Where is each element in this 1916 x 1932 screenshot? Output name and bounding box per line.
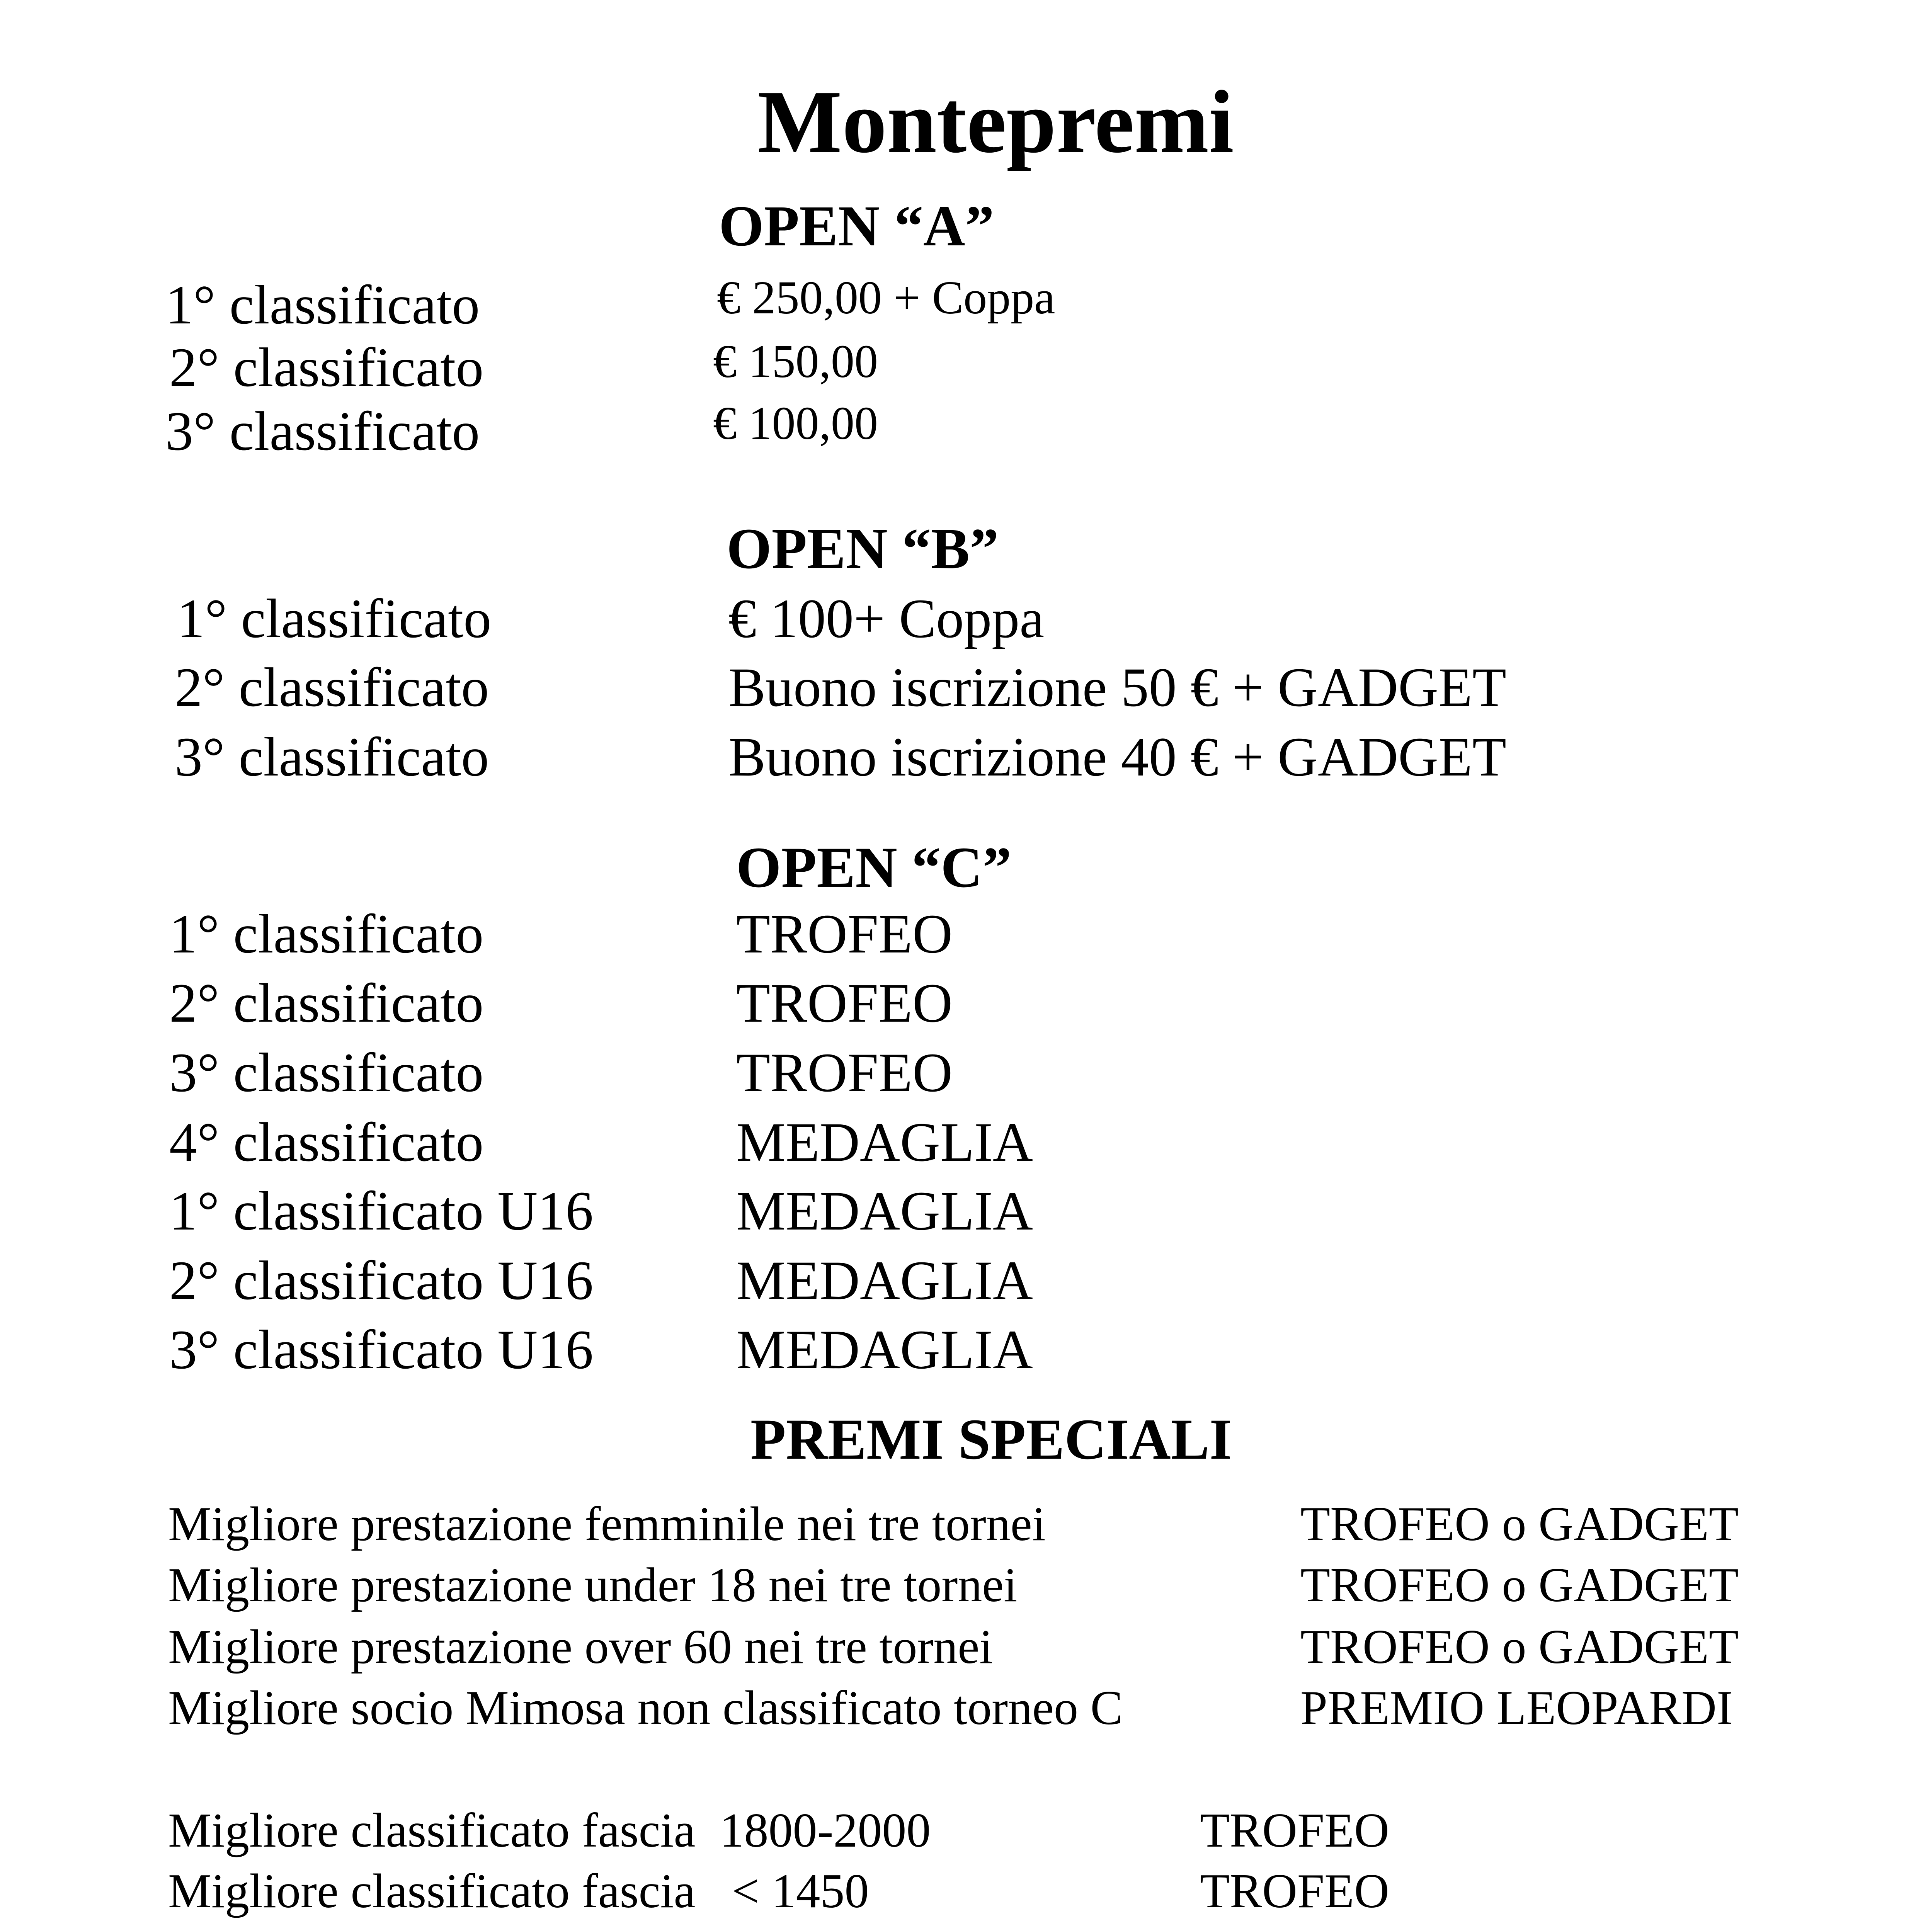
open-a-place-2: 2° classificato — [169, 337, 484, 398]
premi-speciali-heading: PREMI SPECIALI — [750, 1407, 1232, 1471]
open-c-place-6: 2° classificato U16 — [169, 1250, 594, 1311]
open-a-place-1: 1° classificato — [165, 274, 480, 336]
page-title: Montepremi — [757, 72, 1234, 172]
open-b-heading: OPEN “B” — [727, 517, 999, 581]
fascia-prize-1: TROFEO — [1200, 1804, 1390, 1857]
special-label-3: Migliore prestazione over 60 nei tre tornei — [168, 1620, 993, 1674]
open-b-place-2: 2° classificato — [175, 657, 489, 718]
open-c-prize-7: MEDAGLIA — [736, 1319, 1033, 1381]
open-a-heading: OPEN “A” — [719, 194, 994, 258]
open-c-prize-6: MEDAGLIA — [736, 1250, 1033, 1311]
fascia-prize-2: TROFEO — [1200, 1864, 1390, 1918]
open-b-prize-3: Buono iscrizione 40 € + GADGET — [728, 726, 1506, 788]
open-c-prize-5: MEDAGLIA — [736, 1180, 1033, 1242]
open-b-prize-2: Buono iscrizione 50 € + GADGET — [728, 657, 1506, 718]
special-prize-3: TROFEO o GADGET — [1300, 1620, 1739, 1674]
open-c-prize-4: MEDAGLIA — [736, 1112, 1033, 1173]
open-c-place-2: 2° classificato — [169, 973, 484, 1034]
open-a-place-3: 3° classificato — [165, 401, 480, 462]
open-c-place-1: 1° classificato — [169, 903, 484, 965]
open-b-prize-1: € 100+ Coppa — [728, 588, 1045, 650]
open-a-prize-2: € 150,00 — [713, 335, 878, 388]
open-c-prize-2: TROFEO — [736, 973, 953, 1034]
open-a-prize-1: € 250,00 + Coppa — [717, 272, 1055, 324]
open-b-place-3: 3° classificato — [175, 726, 489, 788]
fascia-label-2: Migliore classificato fascia < 1450 — [168, 1864, 869, 1918]
open-c-prize-1: TROFEO — [736, 903, 953, 965]
fascia-label-1: Migliore classificato fascia 1800-2000 — [168, 1804, 931, 1857]
open-c-prize-3: TROFEO — [736, 1042, 953, 1104]
open-c-place-5: 1° classificato U16 — [169, 1180, 594, 1242]
open-c-place-4: 4° classificato — [169, 1112, 484, 1173]
special-label-4: Migliore socio Mimosa non classificato torneo C — [168, 1681, 1123, 1735]
special-label-2: Migliore prestazione under 18 nei tre tornei — [168, 1558, 1018, 1612]
open-b-place-1: 1° classificato — [177, 588, 492, 650]
open-c-place-3: 3° classificato — [169, 1042, 484, 1104]
special-prize-1: TROFEO o GADGET — [1300, 1497, 1739, 1551]
open-c-heading: OPEN “C” — [736, 835, 1012, 900]
open-c-place-7: 3° classificato U16 — [169, 1319, 594, 1381]
special-prize-2: TROFEO o GADGET — [1300, 1558, 1739, 1612]
special-prize-4: PREMIO LEOPARDI — [1300, 1681, 1733, 1735]
open-a-prize-3: € 100,00 — [713, 397, 878, 449]
special-label-1: Migliore prestazione femminile nei tre tornei — [168, 1497, 1046, 1551]
